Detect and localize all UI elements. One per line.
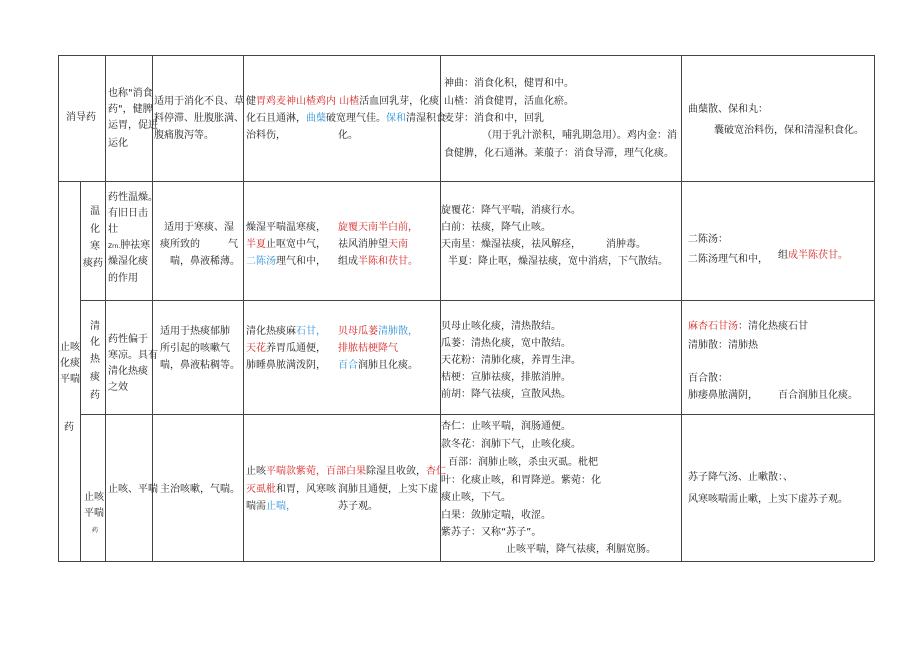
row1-mnemonic-line: 化。 <box>338 130 358 141</box>
mnemonic-fragment: 喘需 <box>246 501 266 512</box>
row4-mnemonic-line <box>246 466 446 478</box>
col-divider-5 <box>681 55 682 561</box>
row4-drug-line: 杏仁：止咳平喘，润肠通便。 <box>441 421 571 432</box>
row3-mnemonic-line <box>246 326 326 338</box>
row4-category-line: 平喘 <box>84 508 104 519</box>
row-divider-2 <box>80 300 874 301</box>
mnemonic-fragment: 祛风消肿望 <box>338 239 388 250</box>
row1-definition-line: 药"，健脾 <box>108 104 153 115</box>
row4-drug-line: 百部：润肺止咳，杀虫灭虱。枇杷 <box>448 457 598 468</box>
row1-drug-line: 神曲：消食化积，健胃和中。 <box>444 78 574 89</box>
row4-mnemonic-line <box>246 501 296 513</box>
row3-mnemonic-line <box>338 360 418 372</box>
row3-definition-line: 寒凉。具有 <box>108 350 158 361</box>
row3-category-line: 痰 <box>90 372 100 383</box>
row3-drug-line: 瓜蒌：清热化痰，宽中散结。 <box>441 338 571 349</box>
row3-indication-line: 喘，鼻液粘稠等。 <box>160 360 240 371</box>
row3-indication-line: 所引起的咳嗽气 <box>160 343 230 354</box>
col-divider-group <box>80 181 81 561</box>
mnemonic-fragment: 理气和中， <box>276 256 326 267</box>
mnemonic-fragment: 润肺且化痰。 <box>358 360 418 371</box>
mnemonic-highlight-blue: 曲蘖 <box>306 113 326 124</box>
row3-category-line: 药 <box>90 390 100 401</box>
row4-category-line: 药 <box>92 527 99 534</box>
row2-indication-line: 气 <box>228 239 238 250</box>
row2-mnemonic-line <box>338 239 408 251</box>
mnemonic-highlight-blue: 清肺散， <box>378 326 418 337</box>
row2-category-line: 化 <box>90 224 100 235</box>
formula-highlight-red: 成半陈茯甘。 <box>788 250 848 261</box>
formula-fragment: 组 <box>778 250 788 261</box>
row1-drug-line: （用于乳汁淤积，哺乳期急用）。鸡内金：消 <box>482 130 677 141</box>
mnemonic-fragment: 组成 <box>338 256 358 267</box>
row2-indication-line: 痰所致的 <box>160 239 200 250</box>
row4-formula-line: 苏子降气汤、止嗽散：、 <box>688 472 793 483</box>
row2-category-line: 痰药 <box>83 258 103 269</box>
mnemonic-highlight-blue: 石甘， <box>296 326 326 337</box>
row4-drug-line: 止咳平喘，降气祛痰，利膈宽肠。 <box>506 544 656 555</box>
col-divider-1 <box>105 55 106 561</box>
mnemonic-highlight-red: 半陈和茯甘。 <box>358 256 418 267</box>
row1-indication-line: 适用于消化不良、草 <box>154 96 244 107</box>
row3-formula-line: 百合散： <box>688 373 728 384</box>
row2-drug-line: 白前：祛痰，降气止咳。 <box>441 222 551 233</box>
row2-drug-line: 半夏：降止呕，燥湿祛痰，宽中消痞，下气散结。 <box>448 256 668 267</box>
row2-formula-line <box>778 250 848 262</box>
row1-drug-line: 食健脾，化石通淋。莱菔子：消食导滞，理气化痰。 <box>444 148 674 159</box>
mnemonic-fragment: 止呕宽中气， <box>266 239 326 250</box>
mnemonic-highlight-red: 平喘款紫菀，百部白果 <box>266 466 366 477</box>
mnemonic-highlight-red: 胃鸡麦神山楂鸡内 <box>256 96 336 107</box>
row2-formula-line: 二陈汤理气和中， <box>688 254 768 265</box>
row3-mnemonic-line: 排脓桔梗降气 <box>338 343 398 354</box>
row3-formula-line: 清肺散：清肺热 <box>688 340 758 351</box>
row3-category-line: 清 <box>90 321 100 332</box>
mnemonic-highlight-red: 山楂 <box>339 96 360 107</box>
row2-formula-line: 二陈汤： <box>688 234 728 245</box>
row1-definition-line: 运胃，促进 <box>108 120 158 131</box>
row3-mnemonic-line <box>338 326 418 338</box>
row2-definition-line: 壮 <box>108 224 118 235</box>
mnemonic-highlight-red: 半夏 <box>246 239 266 250</box>
col-divider-3 <box>243 55 244 561</box>
row-divider-3 <box>80 414 874 415</box>
row2-definition-line: 有旧日击 <box>108 208 148 219</box>
mnemonic-highlight-red: 杏仁 <box>426 466 446 477</box>
row2-definition-line: 燥湿化痰 <box>108 256 148 267</box>
row3-definition-line: 清化热痰 <box>108 366 148 377</box>
row2-mnemonic-line <box>338 256 418 268</box>
row2-definition-line: 的作用 <box>108 273 138 284</box>
row1-formula-line: 曲蘖散、保和丸： <box>688 104 768 115</box>
row1-definition-line: 也称"消食 <box>108 88 153 99</box>
row1-drug-line: 山楂：消食健胃，活血化瘀。 <box>444 96 574 107</box>
group-label-line: 平喘 <box>60 374 80 385</box>
mnemonic-fragment: 和胃，风寒咳 <box>276 484 336 495</box>
mnemonic-fragment: 止咳 <box>246 466 266 477</box>
mnemonic-highlight-red: 天花 <box>246 343 266 354</box>
row-divider-1 <box>58 181 874 182</box>
row2-mnemonic-line: 旋覆天南半白前， <box>338 222 418 233</box>
row4-drug-line: 款冬花：润肺下气，止咳化痰。 <box>441 439 581 450</box>
group-label-line: 药 <box>64 422 74 433</box>
row4-mnemonic-line <box>246 484 336 496</box>
mnemonic-fragment: 破宽理气佳。 <box>326 113 386 124</box>
row1-definition-line: 运化 <box>108 138 128 149</box>
row1-formula-line: 囊破宽治料伤，保和清湿积食化。 <box>714 125 864 136</box>
row4-indication: 主治咳嗽，气喘。 <box>160 484 240 495</box>
row1-mnemonic-line: 治料伤， <box>246 130 286 141</box>
row3-mnemonic-line: 肺睡鼻脓满泼阴， <box>246 360 326 371</box>
row1-indication-line: 料停滞、肚腹胀满、 <box>154 113 244 124</box>
mnemonic-fragment: 养胃瓜 <box>266 343 296 354</box>
group-label-line: 止咳 <box>60 342 80 353</box>
row1-indication-line: 腹痛腹泻等。 <box>154 130 214 141</box>
mnemonic-highlight-blue: 百合 <box>338 360 358 371</box>
mnemonic-highlight-blue: 保和 <box>386 113 406 124</box>
table-bottom-border <box>58 561 874 562</box>
row2-definition-line: 药性温燥。 <box>108 192 158 203</box>
row4-mnemonic-line: 苏子观。 <box>338 501 378 512</box>
mnemonic-fragment: 活血回乳芽，化痰 <box>359 96 440 107</box>
mnemonic-highlight-red: 天南 <box>388 239 408 250</box>
row4-formula-line: 风寒咳喘需止嗽，上实下虚苏子观。 <box>688 494 848 505</box>
row1-category: 消导药 <box>66 112 96 123</box>
row2-category-line: 温 <box>90 206 100 217</box>
table-top-border <box>58 55 874 56</box>
row2-drug-line: 旋覆花：降气平喘，消痰行水。 <box>441 205 581 216</box>
row2-mnemonic-line <box>246 256 326 268</box>
row4-drug-line: 白果：敛肺定喘，收涩。 <box>441 510 551 521</box>
row3-definition-line: 之效 <box>108 382 128 393</box>
row2-mnemonic-line <box>246 239 326 251</box>
row2-indication-line: 喘，鼻液稀薄。 <box>170 256 240 267</box>
definition-fragment: 肿祛寒 <box>120 240 151 251</box>
formula-highlight-red: 麻杏石甘汤 <box>688 321 738 332</box>
row4-drug-line: 紫苏子：又称“苏子”。 <box>441 527 542 538</box>
row3-definition-line: 药性偏于 <box>108 334 148 345</box>
definition-fragment: Zrn. <box>108 243 121 250</box>
row4-drug-line: 痰止咳，下气。 <box>441 492 511 503</box>
formula-fragment: ：清化热痰石甘 <box>738 321 808 332</box>
row2-drug-line: 消肿毒。 <box>606 239 646 250</box>
row1-drug-line: 麦芽：消食和中，回乳 <box>444 113 544 124</box>
row3-formula-line: 百合润肺且化痰。 <box>778 390 858 401</box>
mnemonic-highlight-red: 灭虱枇 <box>246 484 276 495</box>
row3-category-line: 热 <box>90 354 100 365</box>
row4-category-line: 止咳 <box>84 492 104 503</box>
row3-mnemonic-line <box>246 343 326 355</box>
row3-drug-line: 天花粉：清肺化痰，养胃生津。 <box>441 355 581 366</box>
mnemonic-fragment: 清湿积食 <box>406 113 446 124</box>
mnemonic-fragment: 清化热痰麻 <box>246 326 296 337</box>
mnemonic-fragment: 健 <box>246 96 256 107</box>
row3-drug-line: 贝母止咳化痰，清热散结。 <box>441 321 561 332</box>
mnemonic-highlight-blue: 二陈汤 <box>246 256 276 267</box>
mnemonic-fragment: 通便， <box>296 343 326 354</box>
table-left-border <box>58 55 59 561</box>
row4-definition: 止咳、平喘 <box>108 484 158 495</box>
row2-mnemonic-line: 燥湿平喘温寒痰， <box>246 222 326 233</box>
mnemonic-highlight-red: 贝母瓜蒌 <box>338 326 378 337</box>
row3-formula-line <box>688 321 808 333</box>
row3-formula-line: 肺痿鼻脓满阴， <box>688 390 758 401</box>
table-right-border <box>874 55 875 561</box>
group-label-line: 化痰 <box>60 358 80 369</box>
row4-drug-line: 叶：化痰止咳，和胃降逆。紫菀：化 <box>441 475 601 486</box>
row2-drug-line: 天南星：燥湿祛痰，祛风解痉， <box>441 239 581 250</box>
row3-drug-line: 桔梗：宣肺祛痰，排脓消肿。 <box>441 372 571 383</box>
row1-mnemonic-line <box>246 96 439 108</box>
row3-indication-line: 适用于热痰郁肺 <box>160 326 230 337</box>
row4-mnemonic-line: 润肺且通便，上实下虚 <box>338 484 438 495</box>
mnemonic-fragment: 除湿且收敛， <box>366 466 426 477</box>
row2-definition-line <box>108 240 150 253</box>
row3-drug-line: 前胡：降气祛痰，宣散风热。 <box>441 389 571 400</box>
row2-indication-line: 适用于寒痰、湿 <box>164 222 234 233</box>
mnemonic-highlight-blue: 止喘， <box>266 501 296 512</box>
row3-category-line: 化 <box>90 337 100 348</box>
mnemonic-fragment: 化石且通淋， <box>246 113 306 124</box>
row1-mnemonic-line <box>246 113 446 125</box>
row2-category-line: 寒 <box>90 241 100 252</box>
